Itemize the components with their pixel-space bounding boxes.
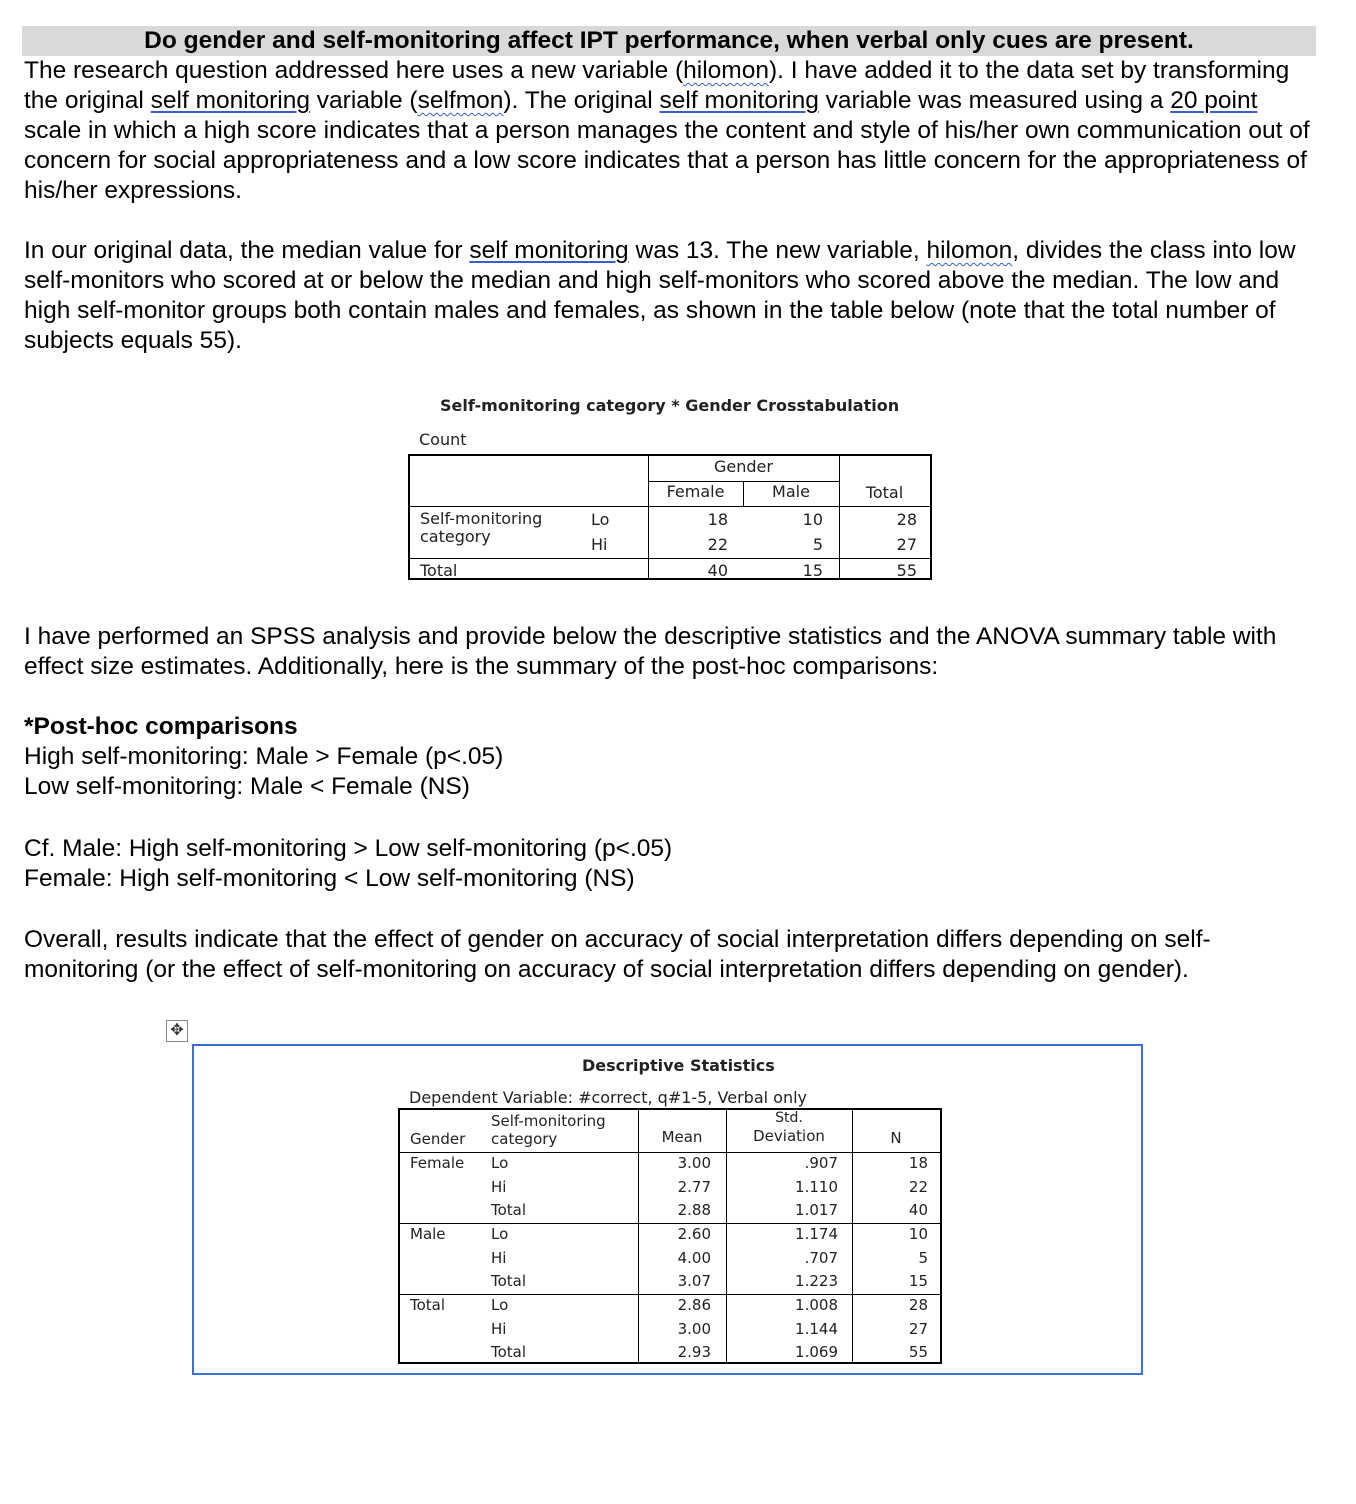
text-run: , divides the class into low self-monitors who scored at or below the median and high self-monitors who scored above the median. The low and high self-monitor groups both contain males and females, as shown in the table below (note that the total number of subjects equals 55). [24, 237, 1296, 354]
text-run: variable ( [310, 87, 418, 114]
header-n: N [890, 1129, 902, 1147]
crosstab-cell: 18 [707, 510, 728, 529]
row-gender: Female [410, 1154, 465, 1172]
row-n: 5 [918, 1249, 928, 1267]
row-gender: Total [410, 1296, 446, 1314]
row-n: 27 [908, 1320, 928, 1338]
spell-flag-hilomon: hilomon [683, 57, 769, 84]
row-category: Lo [491, 1225, 509, 1243]
row-category: Total [491, 1343, 527, 1361]
paragraph-conclusion: Overall, results indicate that the effect of gender on accuracy of social interpretation differs depending on self-monitoring (or the effect of self-monitoring on accuracy of social interpretation differs depending on gender). [24, 926, 1211, 983]
document-body-lower [24, 622, 1316, 985]
grammar-flag-self-monitoring: self monitoring [150, 87, 310, 114]
row-gender: Male [410, 1225, 446, 1243]
row-category: Total [491, 1272, 527, 1290]
row-n: 22 [908, 1178, 928, 1196]
header-std: Deviation [753, 1127, 825, 1145]
crosstab-cell: 27 [896, 535, 917, 554]
crosstab-cell: 28 [896, 510, 917, 529]
header-std: Std. [775, 1110, 803, 1126]
crosstab-title: Self-monitoring category * Gender Crosstabulation [440, 396, 900, 415]
row-mean: 3.07 [677, 1272, 711, 1290]
page-title: Do gender and self-monitoring affect IPT performance, when verbal only cues are present. [22, 26, 1316, 56]
crosstab-cell: 15 [802, 561, 823, 580]
row-std-dev: 1.174 [795, 1225, 838, 1243]
spell-flag-selfmon: selfmon [417, 87, 504, 114]
crosstab-row-hi: Hi [591, 535, 608, 554]
crosstab-grid [408, 454, 932, 580]
descriptive-grid [398, 1108, 942, 1364]
crosstab-col-total: Total [865, 483, 904, 502]
text-run: The research question addressed here uses a new variable ( [24, 57, 684, 84]
row-category: Total [491, 1201, 527, 1219]
crosstab-gender-header: Gender [714, 457, 773, 476]
row-std-dev: 1.069 [795, 1343, 838, 1361]
header-mean: Mean [661, 1128, 703, 1146]
row-category: Hi [491, 1249, 507, 1267]
crosstab-count-label: Count [419, 430, 467, 449]
text-run: was 13. The new variable, [628, 237, 927, 264]
crosstab-cell: 22 [707, 535, 728, 554]
row-std-dev: 1.110 [795, 1178, 838, 1196]
dependent-variable: Dependent Variable: #correct, q#1-5, Verbal only [409, 1088, 807, 1107]
row-category: Hi [491, 1178, 507, 1196]
row-category: Lo [491, 1154, 509, 1172]
posthoc-cf: Female: High self-monitoring < Low self-monitoring (NS) [24, 865, 635, 892]
row-std-dev: 1.144 [795, 1320, 838, 1338]
row-n: 10 [908, 1225, 928, 1243]
header-self-monitoring: Self-monitoring [491, 1112, 606, 1130]
move-icon[interactable]: ✥ [166, 1020, 188, 1042]
posthoc-cf: Cf. Male: High self-monitoring > Low self-monitoring (p<.05) [24, 835, 673, 862]
spell-flag-hilomon: hilomon [926, 237, 1013, 264]
row-mean: 4.00 [677, 1249, 711, 1267]
text-run: variable was measured using a [818, 87, 1171, 114]
text-run: scale in which a high score indicates that a person manages the content and style of his/her own communication out of concern for social appropriateness and a low score indicates that a person has little concern for the appropriateness of his/her expressions. [24, 117, 1310, 204]
crosstab-row-label: Self-monitoring [420, 509, 543, 528]
document-body [24, 26, 1316, 356]
row-std-dev: .907 [804, 1154, 838, 1172]
paragraph-intro [24, 56, 1316, 206]
row-mean: 2.86 [677, 1296, 711, 1314]
row-std-dev: 1.223 [795, 1272, 838, 1290]
row-mean: 3.00 [677, 1154, 711, 1172]
descriptive-title: Descriptive Statistics [582, 1056, 775, 1075]
text-run: ). I have added it to the data set by transforming the original [24, 57, 1290, 114]
text-run: In our original data, the median value for [24, 237, 470, 264]
crosstab-row-total: Total [420, 561, 458, 580]
posthoc-heading: *Post-hoc comparisons [24, 713, 298, 740]
row-mean: 2.60 [677, 1225, 711, 1243]
crosstab-cell: 40 [707, 561, 728, 580]
posthoc-line: High self-monitoring: Male > Female (p<.05) [24, 743, 504, 770]
grammar-flag-20-point: 20 point [1170, 87, 1258, 114]
row-category: Lo [491, 1296, 509, 1314]
row-n: 55 [908, 1343, 928, 1361]
row-n: 15 [908, 1272, 928, 1290]
crosstab-col-male: Male [772, 482, 810, 501]
row-std-dev: 1.017 [795, 1201, 838, 1219]
row-category: Hi [491, 1320, 507, 1338]
grammar-flag-self-monitoring: self monitoring [469, 237, 629, 264]
paragraph-median [24, 236, 1316, 356]
crosstab-cell: 55 [896, 561, 917, 580]
row-n: 18 [908, 1154, 928, 1172]
row-std-dev: .707 [804, 1249, 838, 1267]
crosstab-cell: 5 [812, 535, 823, 554]
crosstab-row-label: category [420, 527, 491, 546]
row-n: 40 [908, 1201, 928, 1219]
header-gender: Gender [410, 1130, 466, 1148]
grammar-flag-self-monitoring: self monitoring [659, 87, 819, 114]
posthoc-line: Low self-monitoring: Male < Female (NS) [24, 773, 470, 800]
header-self-monitoring: category [491, 1130, 558, 1148]
crosstab-col-female: Female [666, 482, 725, 501]
row-mean: 2.77 [677, 1178, 711, 1196]
row-n: 28 [908, 1296, 928, 1314]
row-mean: 2.88 [677, 1201, 711, 1219]
row-mean: 2.93 [677, 1343, 711, 1361]
row-std-dev: 1.008 [795, 1296, 838, 1314]
row-mean: 3.00 [677, 1320, 711, 1338]
text-run: ). The original [503, 87, 660, 114]
paragraph-analysis: I have performed an SPSS analysis and provide below the descriptive statistics and the ANOVA summary table with effect size estimates. Additionally, here is the summary of the post-hoc comparisons: [24, 623, 1277, 680]
crosstab-cell: 10 [802, 510, 823, 529]
crosstab-row-lo: Lo [591, 510, 610, 529]
